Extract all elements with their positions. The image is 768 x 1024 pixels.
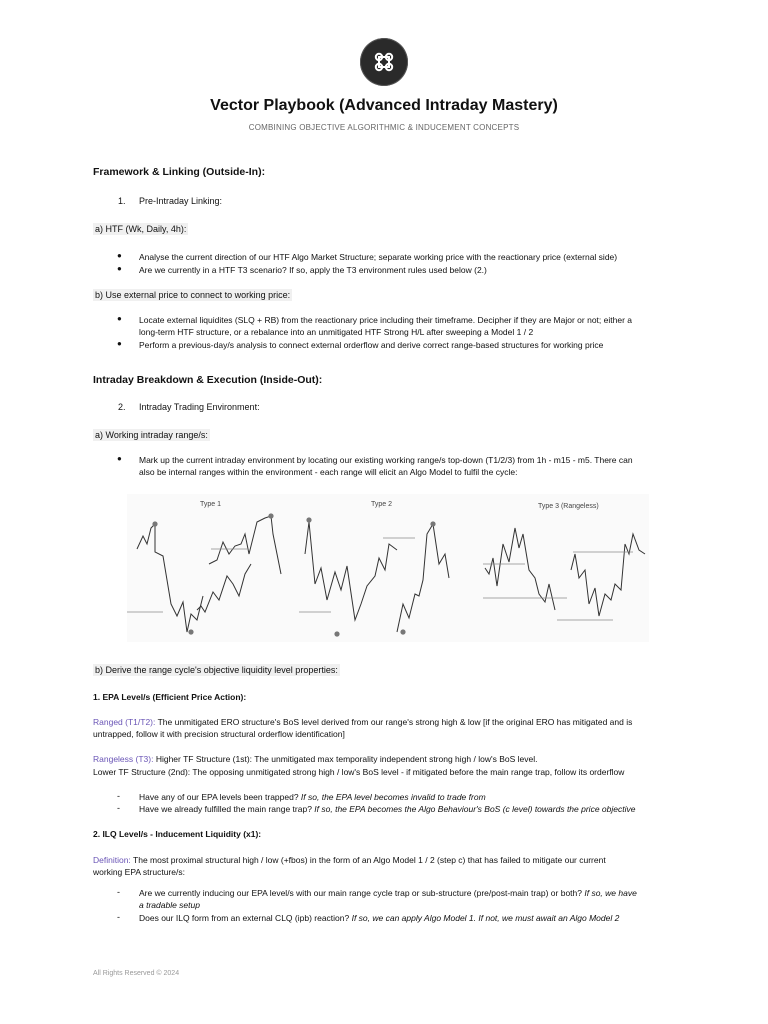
list-item: Have we already fulfilled the main range trap? If so, the EPA becomes the Algo Behaviour's BoS (c level) towards the price objective — [139, 804, 636, 814]
section1-item: Pre-Intraday Linking: — [139, 196, 223, 206]
list-item: Have any of our EPA levels been trapped? If so, the EPA level becomes invalid to trade from — [139, 792, 486, 802]
bullet-icon: ● — [117, 251, 122, 260]
ranged-paragraph-cont: untrapped, follow it with precision structural orderflow identification] — [93, 729, 345, 739]
definition-paragraph-cont: working EPA structure/s: — [93, 867, 185, 877]
dash-icon: - — [117, 912, 120, 922]
list-item: Are we currently in a HTF T3 scenario? If so, apply the T3 environment rules used below (2.) — [139, 265, 487, 275]
quatrefoil-logo-icon — [360, 38, 408, 86]
range-types-diagram — [127, 494, 649, 642]
footer-copyright: All Rights Reserved © 2024 — [93, 970, 180, 977]
rangeless-paragraph: Rangeless (T3): Higher TF Structure (1st): The unmitigated max temporality independent strong high / low's BoS level. — [93, 754, 538, 764]
list-item: Locate external liquidites (SLQ + RB) from the reactionary price including their timeframe. Decipher if they are Major or not; either a — [139, 315, 632, 325]
dash-icon: - — [117, 791, 120, 801]
list-item: Mark up the current intraday environment by locating our existing working range/s top-down (T1/2/3) from 1h - m15 - m5. There can — [139, 455, 633, 465]
dash-icon: - — [117, 887, 120, 897]
section2-number: 2. — [118, 402, 126, 412]
section1-number: 1. — [118, 196, 126, 206]
list-item: Are we currently inducing our EPA level/s with our main range cycle trap or sub-structure (pre/post-main trap) or both? If so, we have — [139, 888, 637, 898]
section1-heading: Framework & Linking (Outside-In): — [93, 166, 266, 178]
bullet-icon: ● — [117, 339, 122, 348]
section1-a-label: a) HTF (Wk, Daily, 4h): — [95, 224, 187, 234]
list-item: Does our ILQ form from an external CLQ (ipb) reaction? If so, we can apply Algo Model 1. If not, we must await an Algo Model 2 — [139, 913, 620, 923]
type3-label: Type 3 (Rangeless) — [538, 503, 599, 510]
list-item-cont: a tradable setup — [139, 900, 200, 910]
list-item: Perform a previous-day/s analysis to connect external orderflow and derive correct range-based structures for working price — [139, 340, 604, 350]
definition-paragraph: Definition: The most proximal structural high / low (+fbos) in the form of an Algo Model 1 / 2 (step c) that has failed to mitigate our current — [93, 855, 606, 865]
bullet-icon: ● — [117, 454, 122, 463]
section2-a-label: a) Working intraday range/s: — [95, 430, 208, 440]
type1-label: Type 1 — [200, 501, 222, 508]
rangeless-paragraph-cont: Lower TF Structure (2nd): The opposing unmitigated strong high / low's BoS level - if mitigated before the main range trap, follow its orderflow — [93, 767, 625, 777]
list-item-cont: also be internal ranges within the environment - each range will elicit an Algo Model to fulfil the cycle: — [139, 467, 518, 477]
list-item: Analyse the current direction of our HTF Algo Market Structure; separate working price with the reactionary price (external side) — [139, 252, 618, 262]
dash-icon: - — [117, 803, 120, 813]
document-title: Vector Playbook (Advanced Intraday Mastery) — [210, 97, 558, 114]
ranged-paragraph: Ranged (T1/T2): The unmitigated ERO structure's BoS level derived from our range's strong high & low [if the original ERO has mitigated and is — [93, 717, 633, 727]
section1-b-label: b) Use external price to connect to working price: — [95, 290, 291, 300]
section2-heading: Intraday Breakdown & Execution (Inside-Out): — [93, 374, 323, 386]
type2-label: Type 2 — [371, 501, 393, 508]
document-subtitle: COMBINING OBJECTIVE ALGORITHMIC & INDUCEMENT CONCEPTS — [248, 123, 520, 132]
epa-heading: 1. EPA Level/s (Efficient Price Action): — [93, 692, 247, 702]
section2-b-label: b) Derive the range cycle's objective liquidity level properties: — [95, 665, 338, 675]
bullet-icon: ● — [117, 264, 122, 273]
ilq-heading: 2. ILQ Level/s - Inducement Liquidity (x1): — [93, 829, 262, 839]
list-item-cont: long-term HTF structure, or a rebalance into an unmitigated HTF Strong H/L after sweeping a Model 1 / 2 — [139, 327, 534, 337]
bullet-icon: ● — [117, 314, 122, 323]
section2-item: Intraday Trading Environment: — [139, 402, 260, 412]
